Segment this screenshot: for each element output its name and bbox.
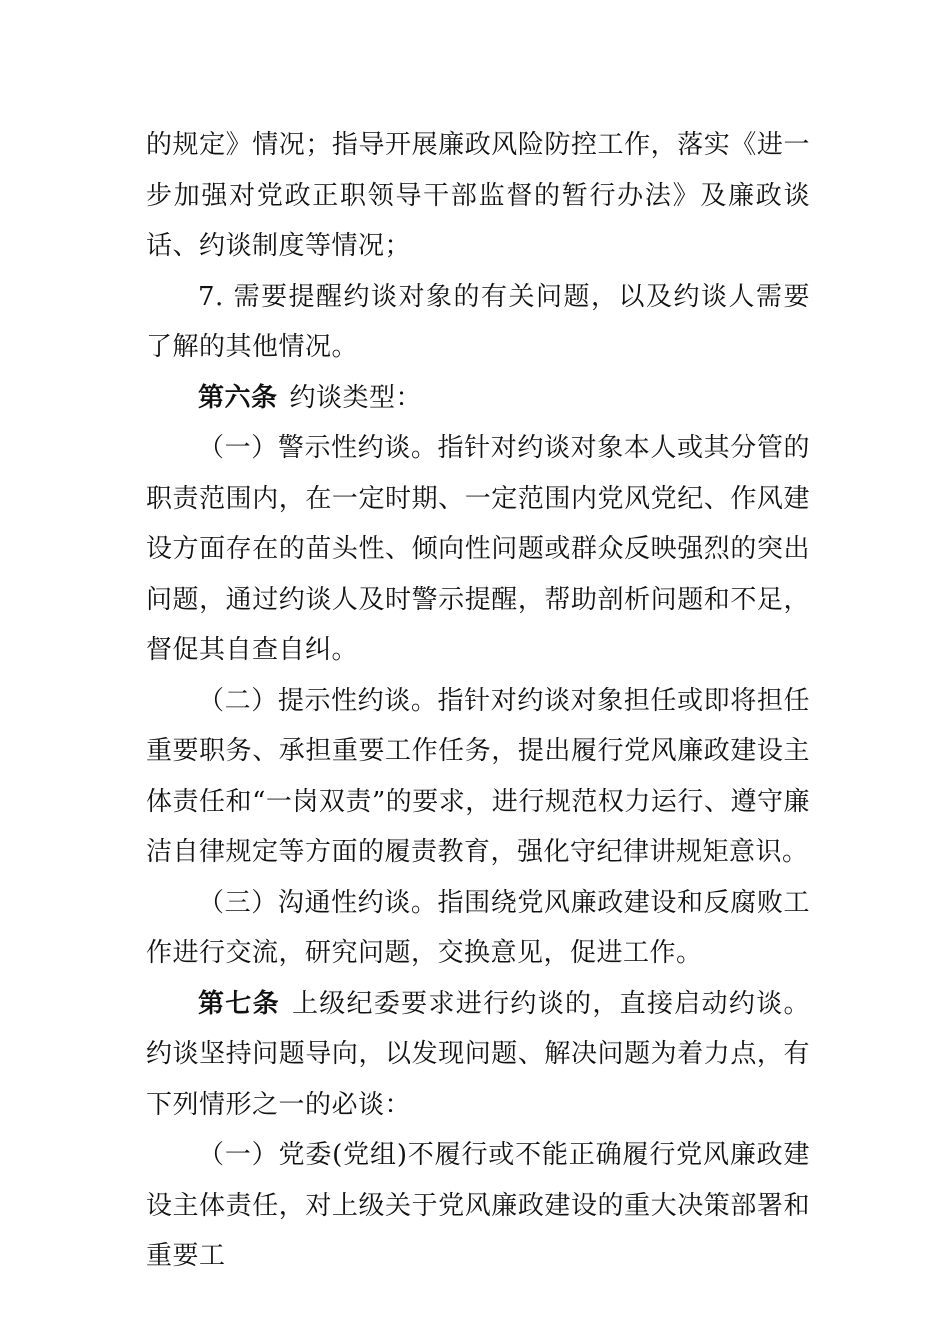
article-paragraph [146, 373, 810, 424]
paragraph [146, 423, 810, 676]
paragraph-text: 的规定》情况；指导开展廉政风险防控工作，落实《进一步加强对党政正职领导干部监督的暂行办法》及廉政谈话、约谈制度等情况； [146, 130, 810, 261]
paragraph-text: （二）提示性约谈。指针对约谈对象担任或即将担任重要职务、承担重要工作任务，提出履行党风廉政建设主体责任和“一岗双责”的要求，进行规范权力运行、遵守廉洁自律规定等方面的履责教育，强化守纪律讲规矩意识。 [146, 685, 810, 867]
article-paragraph [146, 979, 810, 1131]
paragraph [146, 676, 810, 878]
paragraph-text: （一）党委(党组)不履行或不能正确履行党风廉政建设主体责任，对上级关于党风廉政建设的重大决策部署和重要工 [146, 1140, 810, 1271]
paragraph [146, 272, 810, 373]
article-title: 第七条 [198, 988, 280, 1019]
paragraph [146, 120, 810, 272]
paragraph-text: （三）沟通性约谈。指围绕党风廉政建设和反腐败工作进行交流，研究问题，交换意见，促进工作。 [146, 887, 810, 968]
paragraph [146, 878, 810, 979]
paragraph-text: （一）警示性约谈。指针对约谈对象本人或其分管的职责范围内，在一定时期、一定范围内党风党纪、作风建设方面存在的苗头性、倾向性问题或群众反映强烈的突出问题，通过约谈人及时警示提醒，帮助剖析问题和不足，督促其自查自纠。 [146, 433, 810, 665]
article-title: 第六条 [198, 382, 278, 413]
paragraph-text: 约谈类型： [289, 382, 423, 413]
document-page [146, 120, 810, 1282]
paragraph-text: 7. 需要提醒约谈对象的有关问题，以及约谈人需要了解的其他情况。 [146, 281, 810, 362]
paragraph [146, 1130, 810, 1282]
paragraph-text: 上级纪委要求进行约谈的，直接启动约谈。约谈坚持问题导向，以发现问题、解决问题为着力点，有下列情形之一的必谈： [146, 988, 810, 1120]
